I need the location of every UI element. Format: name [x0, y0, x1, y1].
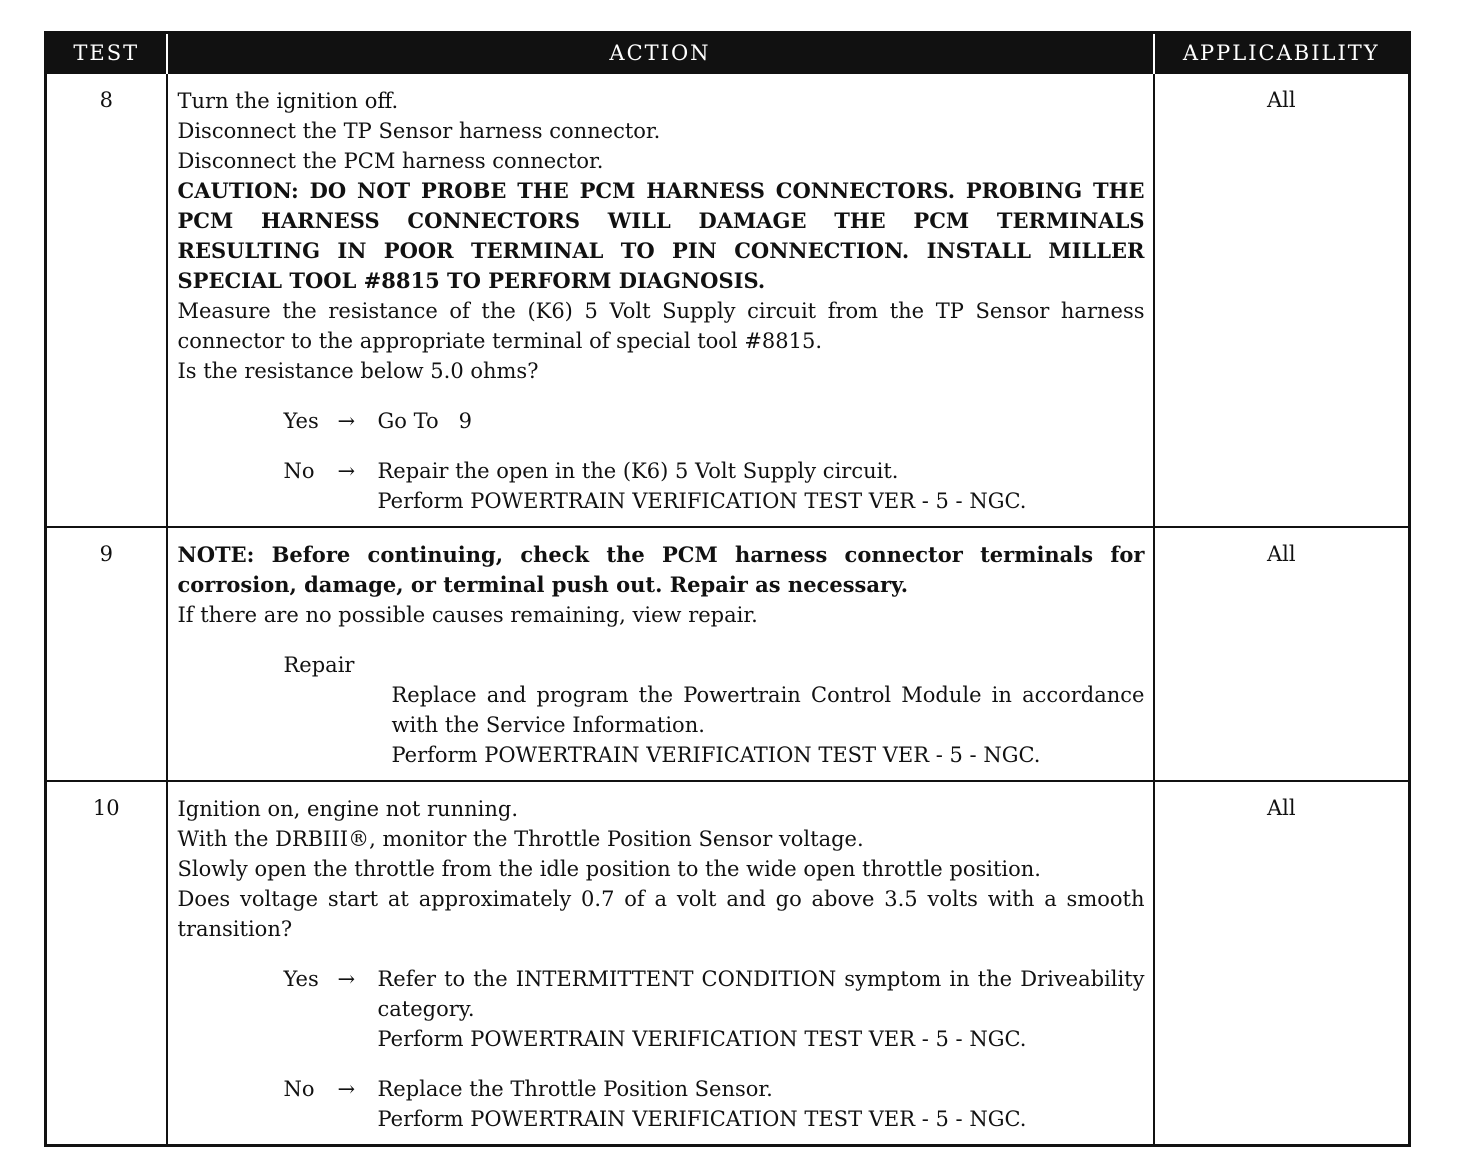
answer-yes-text: Go To 9 — [377, 409, 472, 433]
note-text: NOTE: Before continuing, check the PCM harness connector terminals for corrosion, damage, or terminal push out. Repair as necessary. — [177, 542, 1145, 597]
answer-no-line: Perform POWERTRAIN VERIFICATION TEST VER - 5 - NGC. — [377, 489, 1027, 513]
table-row-test-8 — [46, 73, 1410, 527]
answer-no-label: No — [283, 1077, 315, 1101]
test-number: 8 — [46, 73, 167, 527]
action-step: Ignition on, engine not running. — [177, 797, 518, 821]
action-cell — [167, 73, 1154, 527]
table-header-row — [46, 33, 1410, 74]
answer-no-line: Perform POWERTRAIN VERIFICATION TEST VER - 5 - NGC. — [377, 1107, 1027, 1131]
arrow-right-icon: → — [337, 967, 356, 991]
answer-no — [284, 1074, 1145, 1134]
test-number: 9 — [46, 527, 167, 781]
answer-no-line: Repair the open in the (K6) 5 Volt Supply circuit. — [377, 459, 899, 483]
answer-yes-text — [378, 964, 1145, 1054]
answer-no-text — [378, 1074, 1145, 1134]
answer-no-label: No — [283, 459, 315, 483]
arrow-right-icon: → — [337, 1077, 356, 1101]
action-step: Turn the ignition off. — [177, 89, 399, 113]
repair-line: Perform POWERTRAIN VERIFICATION TEST VER - 5 - NGC. — [391, 743, 1041, 767]
answer-yes-line: Perform POWERTRAIN VERIFICATION TEST VER - 5 - NGC. — [377, 1027, 1027, 1051]
applicability-value: All — [1154, 527, 1410, 781]
question-text: Is the resistance below 5.0 ohms? — [177, 359, 539, 383]
arrow-right-icon: → — [337, 459, 356, 483]
repair-instructions — [178, 680, 1145, 770]
repair-line: Replace and program the Powertrain Control Module in accordance with the Service Information. — [391, 683, 1145, 737]
action-step: Disconnect the PCM harness connector. — [177, 149, 604, 173]
caution-text: CAUTION: DO NOT PROBE THE PCM HARNESS CONNECTORS. PROBING THE PCM HARNESS CONNECTORS WILL DAMAGE THE PCM TERMINALS RESULTING IN POOR TERMINAL TO PIN CONNECTION. INSTALL MILLER SPECIAL TOOL #8815 TO PERFORM DIAGNOSIS. — [177, 178, 1145, 293]
table-row-test-9 — [46, 527, 1410, 781]
action-cell — [167, 527, 1154, 781]
table-row-test-10 — [46, 781, 1410, 1146]
diagnostic-table — [44, 31, 1411, 1147]
answer-no-line: Replace the Throttle Position Sensor. — [377, 1077, 773, 1101]
answer-yes — [284, 406, 1145, 436]
measure-instruction: Measure the resistance of the (K6) 5 Volt Supply circuit from the TP Sensor harness connector to the appropriate terminal of special tool #8815. — [177, 299, 1145, 353]
question-text: Does voltage start at approximately 0.7 of a volt and go above 3.5 volts with a smooth transition? — [177, 887, 1145, 941]
answer-no — [284, 456, 1145, 516]
answer-no-text — [378, 456, 1145, 516]
action-step: Slowly open the throttle from the idle position to the wide open throttle position. — [177, 857, 1041, 881]
applicability-value: All — [1154, 73, 1410, 527]
action-cell — [167, 781, 1154, 1146]
answer-yes — [284, 964, 1145, 1054]
answer-list — [178, 406, 1145, 516]
arrow-right-icon: → — [337, 409, 356, 433]
header-test: TEST — [46, 33, 167, 74]
repair-label: Repair — [283, 653, 355, 677]
action-step: Disconnect the TP Sensor harness connector. — [177, 119, 661, 143]
action-step: With the DRBIII®, monitor the Throttle Position Sensor voltage. — [177, 827, 864, 851]
answer-list — [178, 964, 1145, 1134]
test-number: 10 — [46, 781, 167, 1146]
diagnostic-procedure-sheet — [44, 31, 1408, 1147]
header-action: ACTION — [167, 33, 1154, 74]
answer-yes-label: Yes — [283, 967, 319, 991]
answer-yes-line: Refer to the INTERMITTENT CONDITION symptom in the Driveability category. — [377, 967, 1145, 1021]
header-applicability: APPLICABILITY — [1154, 33, 1410, 74]
answer-yes-label: Yes — [283, 409, 319, 433]
applicability-value: All — [1154, 781, 1410, 1146]
action-step: If there are no possible causes remaining, view repair. — [177, 603, 758, 627]
